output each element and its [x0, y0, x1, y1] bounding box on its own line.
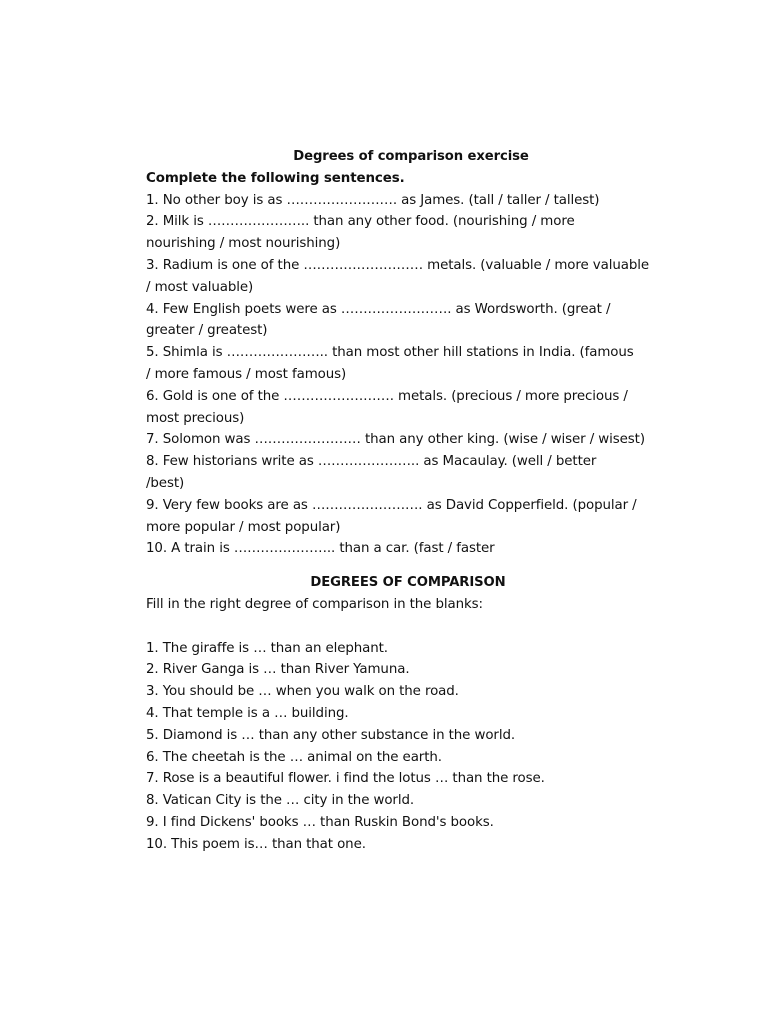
exercise-line: 5. Shimla is ………………….. than most other hill stations in India. (famous [146, 345, 634, 361]
section-title: DEGREES OF COMPARISON [310, 575, 506, 591]
exercise-line: /best) [146, 475, 185, 491]
exercise-instruction: Complete the following sentences. [146, 170, 405, 186]
section-instruction: Fill in the right degree of comparison in the blanks: [146, 596, 483, 612]
exercise-line: 7. Solomon was …………………… than any other king. (wise / wiser / wisest) [146, 432, 645, 448]
exercise-line: 9. Very few books are as ……………………. as David Copperfield. (popular / [146, 497, 637, 513]
exercise-title: Degrees of comparison exercise [293, 149, 529, 164]
exercise-line: nourishing / most nourishing) [146, 236, 341, 252]
list-item: 4. That temple is a … building. [146, 705, 349, 721]
list-item: 1. The giraffe is … than an elephant. [146, 640, 388, 656]
exercise-line: 8. Few historians write as ………………….. as Macaulay. (well / better [146, 454, 597, 470]
exercise-line: 4. Few English poets were as ……………………. as Wordsworth. (great / [146, 301, 611, 317]
exercise-line: / more famous / most famous) [146, 366, 347, 382]
comparison-items [146, 638, 666, 856]
exercise-line: 10. A train is ………………….. than a car. (fast / faster [146, 541, 495, 557]
list-item: 2. River Ganga is … than River Yamuna. [146, 662, 410, 678]
list-item: 6. The cheetah is the … animal on the earth. [146, 749, 442, 765]
exercise-line: greater / greatest) [146, 323, 268, 339]
exercise-line: 3. Radium is one of the ……………………… metals. (valuable / more valuable [146, 257, 649, 273]
exercise-line: most precious) [146, 410, 245, 426]
exercise-line: 2. Milk is ………………….. than any other food. (nourishing / more [146, 214, 575, 230]
list-item: 3. You should be … when you walk on the road. [146, 684, 459, 700]
exercise-sentences [146, 190, 666, 561]
list-item: 9. I find Dickens' books … than Ruskin Bond's books. [146, 814, 494, 830]
blank-spacer [146, 616, 666, 638]
list-item: 10. This poem is… than that one. [146, 836, 366, 852]
list-item: 5. Diamond is … than any other substance in the world. [146, 727, 516, 743]
exercise-line: / most valuable) [146, 279, 254, 295]
exercise-line: more popular / most popular) [146, 519, 341, 535]
list-item: 7. Rose is a beautiful flower. i find the lotus … than the rose. [146, 771, 545, 787]
list-item: 8. Vatican City is the … city in the world. [146, 793, 415, 809]
document-content [146, 146, 666, 856]
exercise-line: 6. Gold is one of the ……………………. metals. (precious / more precious / [146, 388, 628, 404]
exercise-line: 1. No other boy is as ……………………. as James. (tall / taller / tallest) [146, 192, 600, 208]
